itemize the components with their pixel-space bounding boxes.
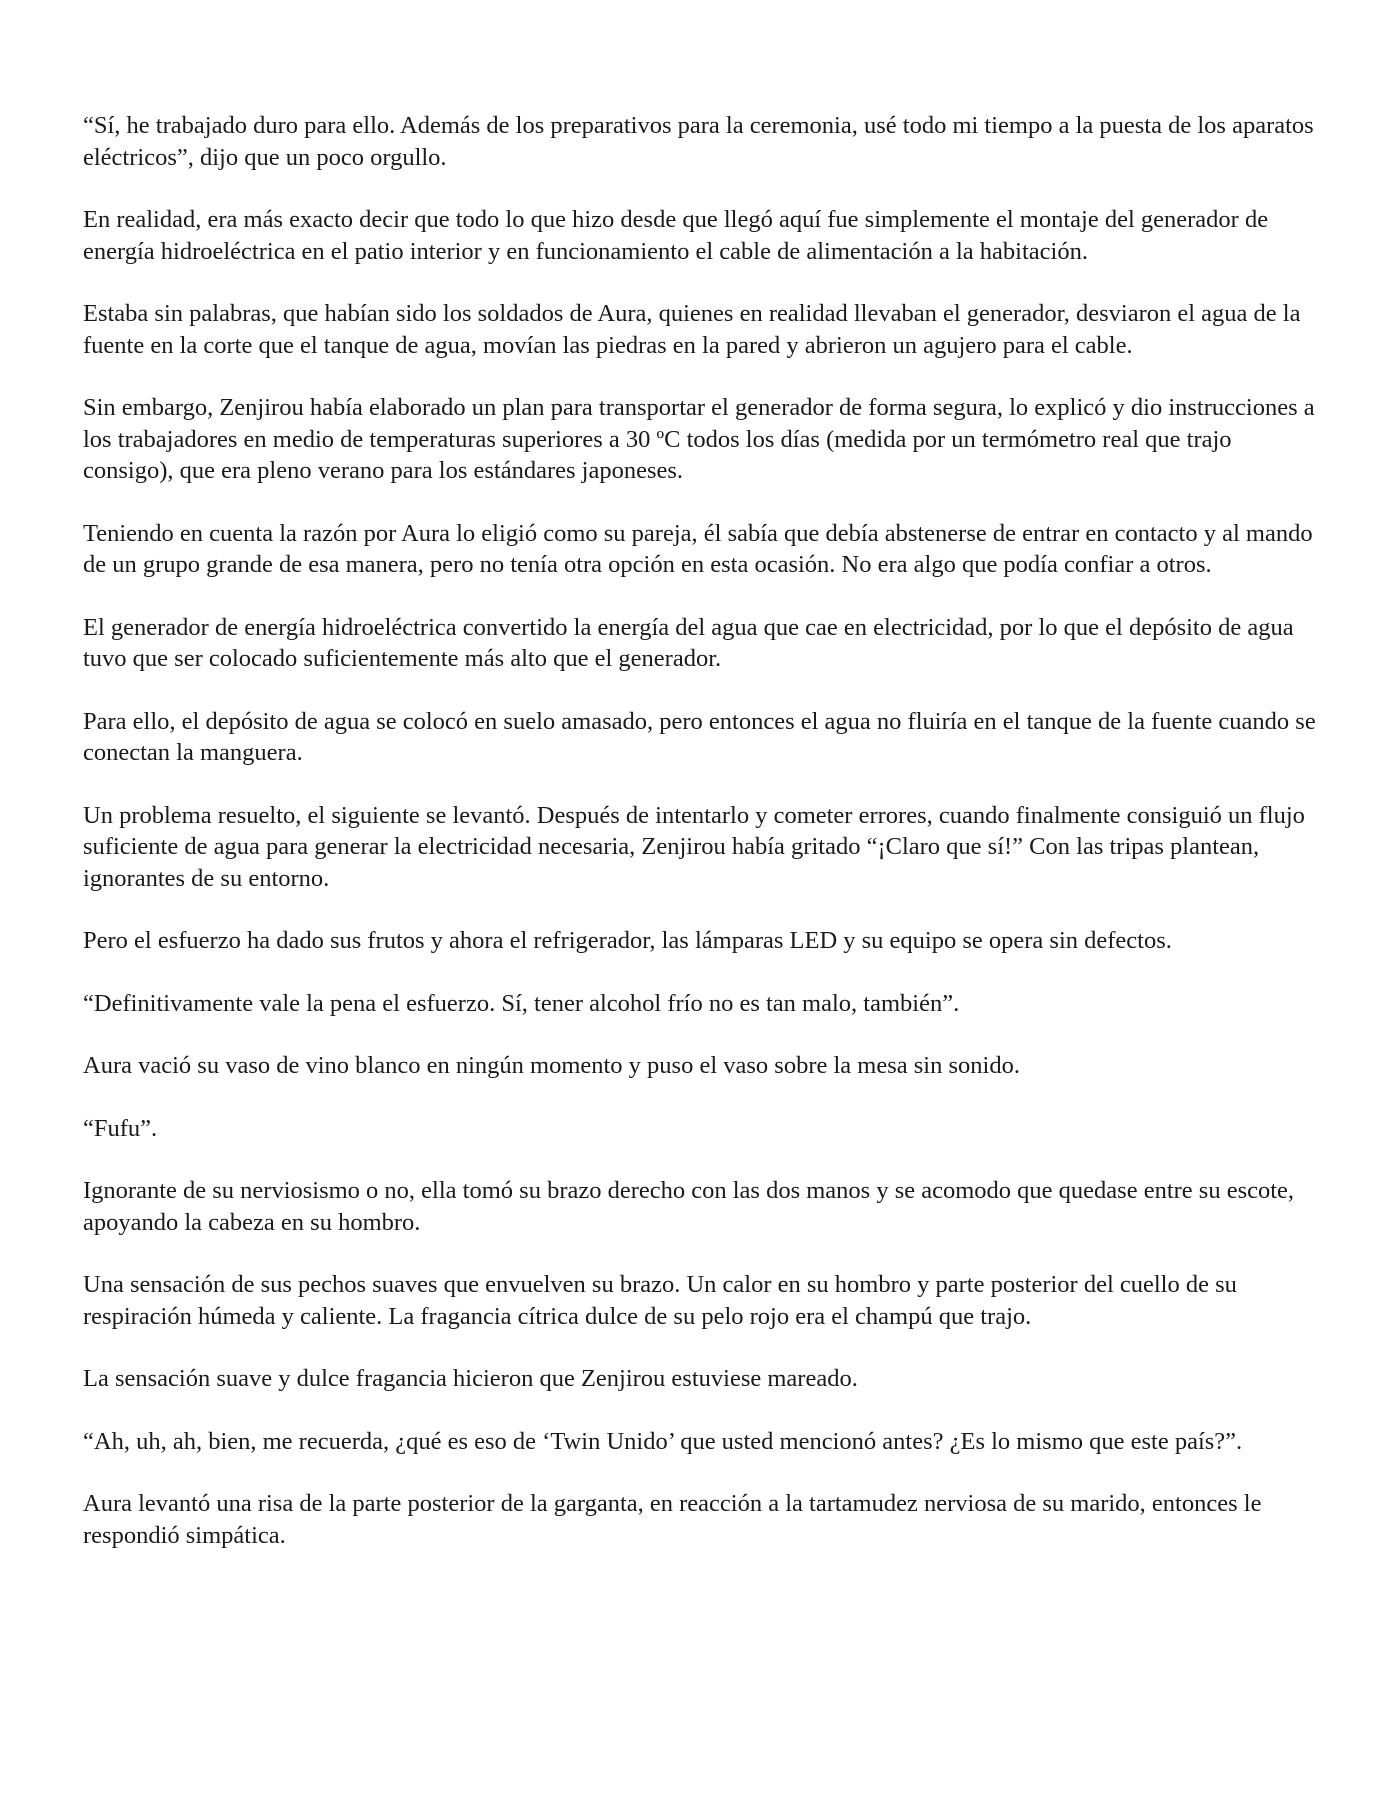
paragraph-3: Estaba sin palabras, que habían sido los soldados de Aura, quienes en realidad llevaban el generador, desviaron el agua de la fuente en la corte que el tanque de agua, movían las piedras en la pared y abrieron un agujero para el cable. [83, 300, 1301, 359]
paragraph-4: Sin embargo, Zenjirou había elaborado un plan para transportar el generador de forma segura, lo explicó y dio instrucciones a los trabajadores en medio de temperaturas superiores a 30 ºC todos los días (medida por un termómetro real que trajo consigo), que era pleno verano para los estándares japoneses. [83, 394, 1315, 484]
paragraph-1: “Sí, he trabajado duro para ello. Además de los preparativos para la ceremonia, usé todo mi tiempo a la puesta de los aparatos eléctricos”, dijo que un poco orgullo. [83, 112, 1314, 171]
paragraph-10: “Definitivamente vale la pena el esfuerzo. Sí, tener alcohol frío no es tan malo, también”. [83, 989, 960, 1017]
paragraph-13: Ignorante de su nerviosismo o no, ella tomó su brazo derecho con las dos manos y se acomodo que quedase entre su escote, apoyando la cabeza en su hombro. [83, 1177, 1295, 1236]
paragraph-9: Pero el esfuerzo ha dado sus frutos y ahora el refrigerador, las lámparas LED y su equipo se opera sin defectos. [83, 927, 1172, 954]
paragraph-8: Un problema resuelto, el siguiente se levantó. Después de intentarlo y cometer errores, cuando finalmente consiguió un flujo suficiente de agua para generar la electricidad necesaria, Zenjirou había gritado “¡Claro que sí!” Con las tripas plantean, ignorantes de su entorno. [83, 801, 1305, 892]
document-body [83, 110, 1328, 1582]
paragraph-11: Aura vació su vaso de vino blanco en ningún momento y puso el vaso sobre la mesa sin sonido. [83, 1052, 1020, 1079]
paragraph-15: La sensación suave y dulce fragancia hicieron que Zenjirou estuviese mareado. [83, 1365, 858, 1392]
paragraph-16: “Ah, uh, ah, bien, me recuerda, ¿qué es eso de ‘Twin Unido’ que usted mencionó antes? ¿Es lo mismo que este país?”. [83, 1427, 1243, 1455]
paragraph-12: “Fufu”. [83, 1114, 158, 1142]
paragraph-2: En realidad, era más exacto decir que todo lo que hizo desde que llegó aquí fue simplemente el montaje del generador de energía hidroeléctrica en el patio interior y en funcionamiento el cable de alimentación a la habitación. [83, 206, 1269, 265]
paragraph-6: El generador de energía hidroeléctrica convertido la energía del agua que cae en electricidad, por lo que el depósito de agua tuvo que ser colocado suficientemente más alto que el generador. [83, 613, 1294, 672]
paragraph-5: Teniendo en cuenta la razón por Aura lo eligió como su pareja, él sabía que debía abstenerse de entrar en contacto y al mando de un grupo grande de esa manera, pero no tenía otra opción en esta ocasión. No era algo que podía confiar a otros. [83, 519, 1313, 578]
paragraph-17: Aura levantó una risa de la parte posterior de la garganta, en reacción a la tartamudez nerviosa de su marido, entonces le respondió simpática. [83, 1490, 1262, 1549]
paragraph-7: Para ello, el depósito de agua se colocó en suelo amasado, pero entonces el agua no fluiría en el tanque de la fuente cuando se conectan la manguera. [83, 707, 1316, 766]
paragraph-14: Una sensación de sus pechos suaves que envuelven su brazo. Un calor en su hombro y parte posterior del cuello de su respiración húmeda y caliente. La fragancia cítrica dulce de su pelo rojo era el champú que trajo. [83, 1271, 1237, 1330]
